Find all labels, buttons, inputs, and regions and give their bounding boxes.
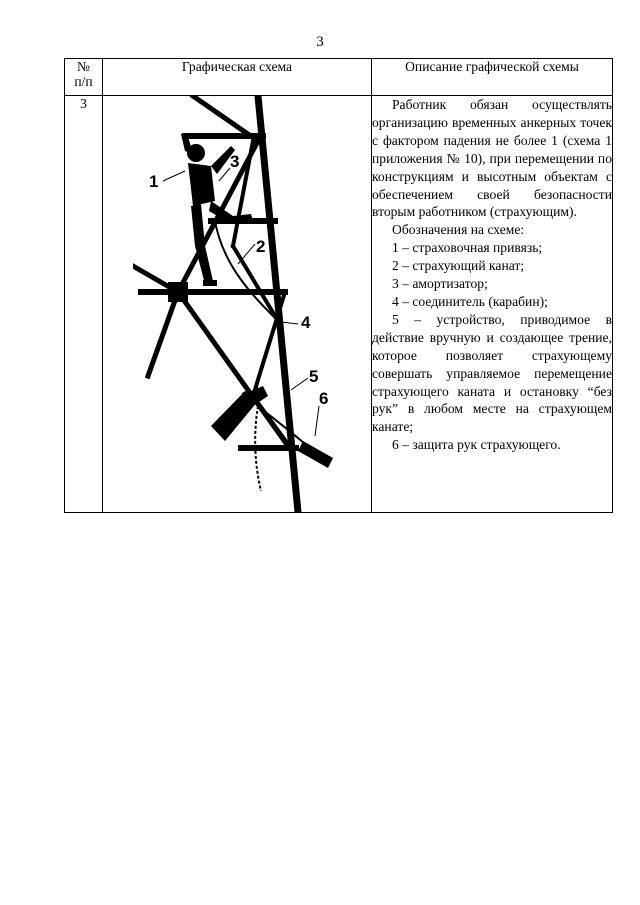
header-number-abbr: п/п xyxy=(74,74,93,89)
tower-gusset-plate xyxy=(168,282,188,302)
page-number: 3 xyxy=(316,34,324,50)
legend-item-4: 4 – соединитель (карабин); xyxy=(392,293,548,309)
figure-label-2: 2 xyxy=(256,237,266,256)
header-number xyxy=(65,59,103,96)
legend-item-3: 3 – амортизатор; xyxy=(392,276,488,292)
legend-item-1: 1 – страховочная привязь; xyxy=(392,240,543,256)
header-number-symbol: № xyxy=(77,59,90,74)
legend-item-6: 6 – защита рук страхующего. xyxy=(392,437,561,453)
description-paragraph: Работник обязан осуществлять организацию временных анкерных точек с фактором падения не более 1 (схема 1 приложения № 10), при перемещении по конструкциям и высотным объектам с обеспечением своей безопасности вторым работником (страхующим). xyxy=(372,97,612,220)
figure-label-5: 5 xyxy=(309,367,319,386)
climbing-belay-illustration xyxy=(133,96,358,512)
table-row xyxy=(65,96,613,513)
figure-label-6: 6 xyxy=(319,389,329,408)
row-number: 3 xyxy=(65,96,103,513)
header-description: Описание графической схемы xyxy=(372,59,613,96)
legend-item-5: 5 – устройство, приводимое в действие вручную и создающее трение, которое позволяет страхующему совершать управляемое перемещение страхующего каната и остановку “без рук” в любом месте на страхующем канате; xyxy=(372,311,612,435)
description-cell xyxy=(372,96,613,513)
figure-label-3: 3 xyxy=(230,152,240,171)
legend-item-2: 2 – страхующий канат; xyxy=(392,258,525,274)
table-header-row xyxy=(65,59,613,96)
figure-label-4: 4 xyxy=(301,313,311,332)
figure-label-1: 1 xyxy=(149,172,159,191)
legend-title: Обозначения на схеме: xyxy=(392,222,525,238)
header-scheme: Графическая схема xyxy=(103,59,372,96)
graphic-scheme-cell xyxy=(103,96,372,513)
scheme-table xyxy=(64,58,613,513)
